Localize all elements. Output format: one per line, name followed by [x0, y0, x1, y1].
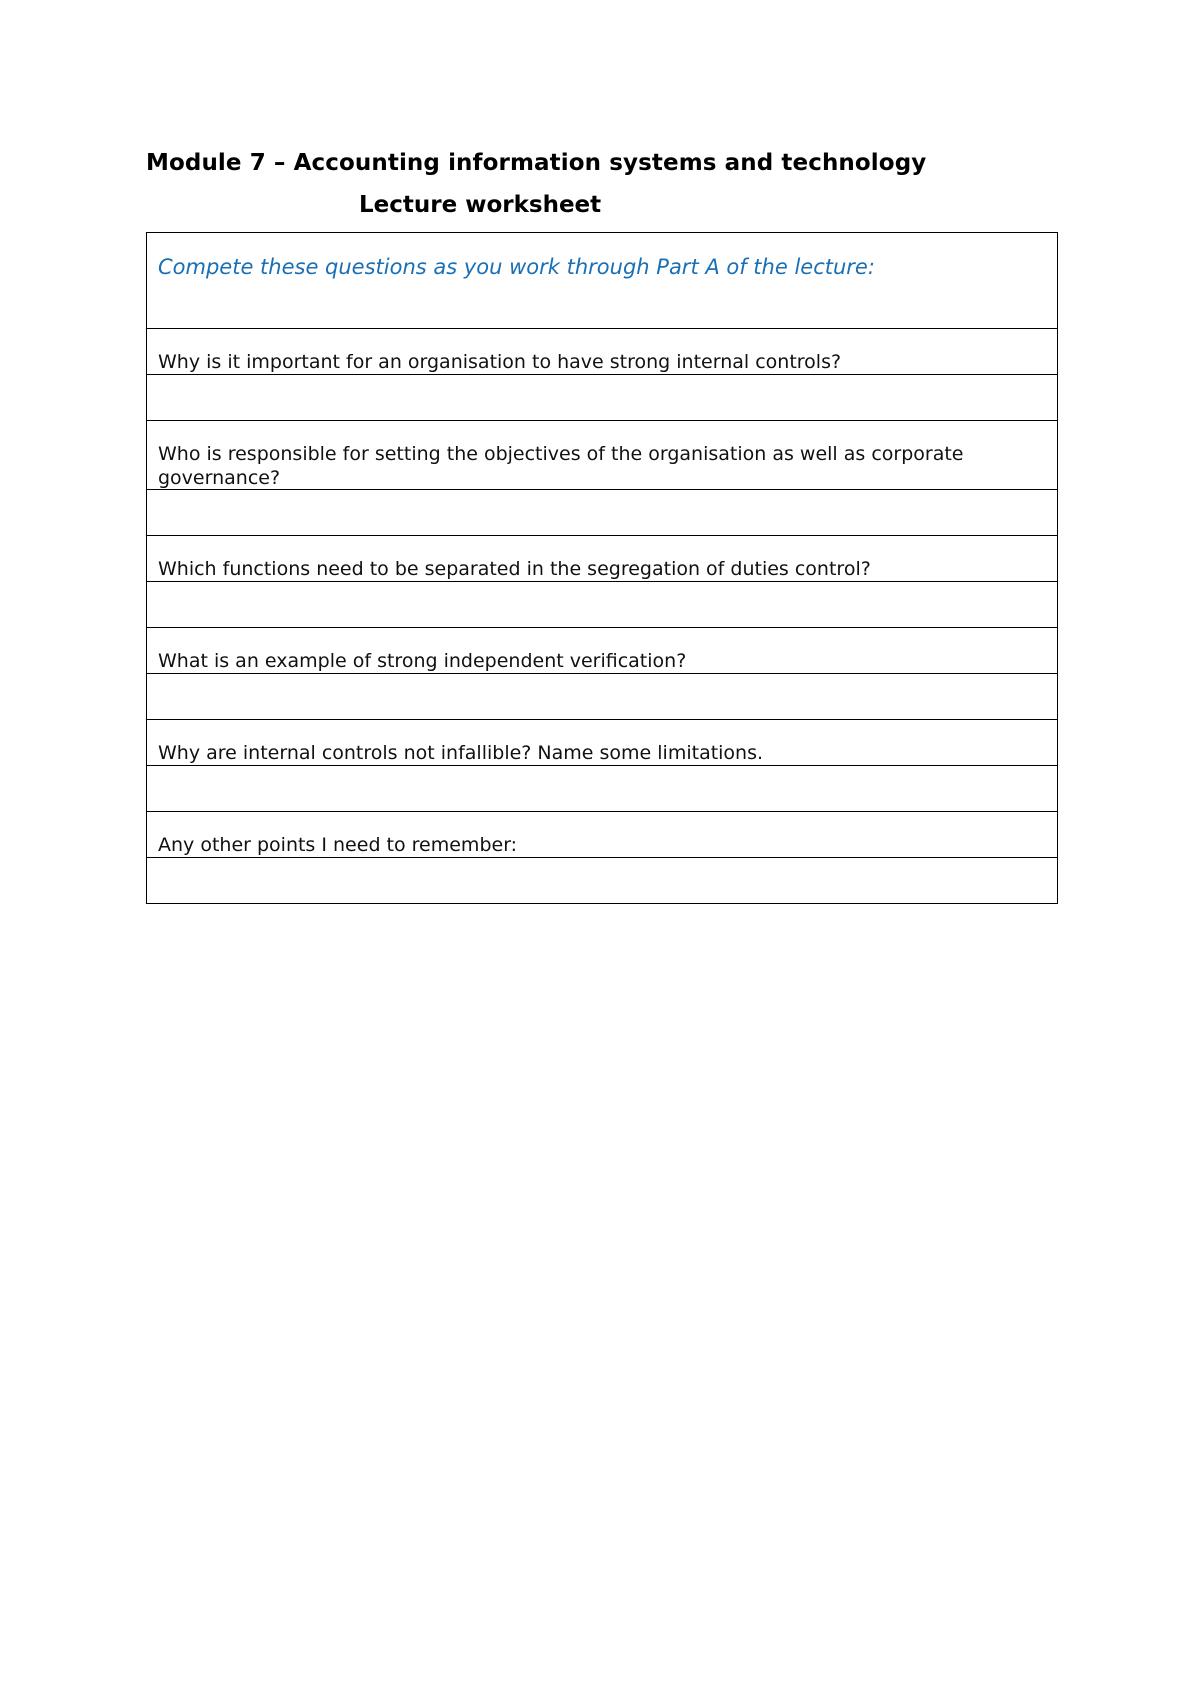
question-row [147, 420, 1057, 489]
question-text: Why is it important for an organisation to have strong internal controls? [158, 351, 842, 373]
document-title: Module 7 – Accounting information systems and technology [146, 150, 927, 176]
document-subtitle: Lecture worksheet [359, 192, 602, 218]
answer-field[interactable] [147, 374, 1057, 420]
question-text: Why are internal controls not infallible? Name some limitations. [158, 742, 764, 764]
instruction-row [147, 233, 1057, 328]
answer-field[interactable] [147, 489, 1057, 535]
question-text: Any other points I need to remember: [158, 834, 518, 856]
question-row [147, 811, 1057, 857]
answer-field[interactable] [147, 765, 1057, 811]
question-text: Which functions need to be separated in the segregation of duties control? [158, 558, 871, 580]
question-text: Who is responsible for setting the objectives of the organisation as well as corporate governance? [158, 443, 964, 489]
answer-field[interactable] [147, 581, 1057, 627]
question-text: What is an example of strong independent verification? [158, 650, 687, 672]
instruction-text: Compete these questions as you work through Part A of the lecture: [158, 255, 875, 279]
question-row [147, 535, 1057, 581]
question-row [147, 719, 1057, 765]
question-row [147, 328, 1057, 374]
answer-field[interactable] [147, 673, 1057, 719]
worksheet-table [146, 232, 1058, 904]
question-row [147, 627, 1057, 673]
answer-field[interactable] [147, 857, 1057, 903]
